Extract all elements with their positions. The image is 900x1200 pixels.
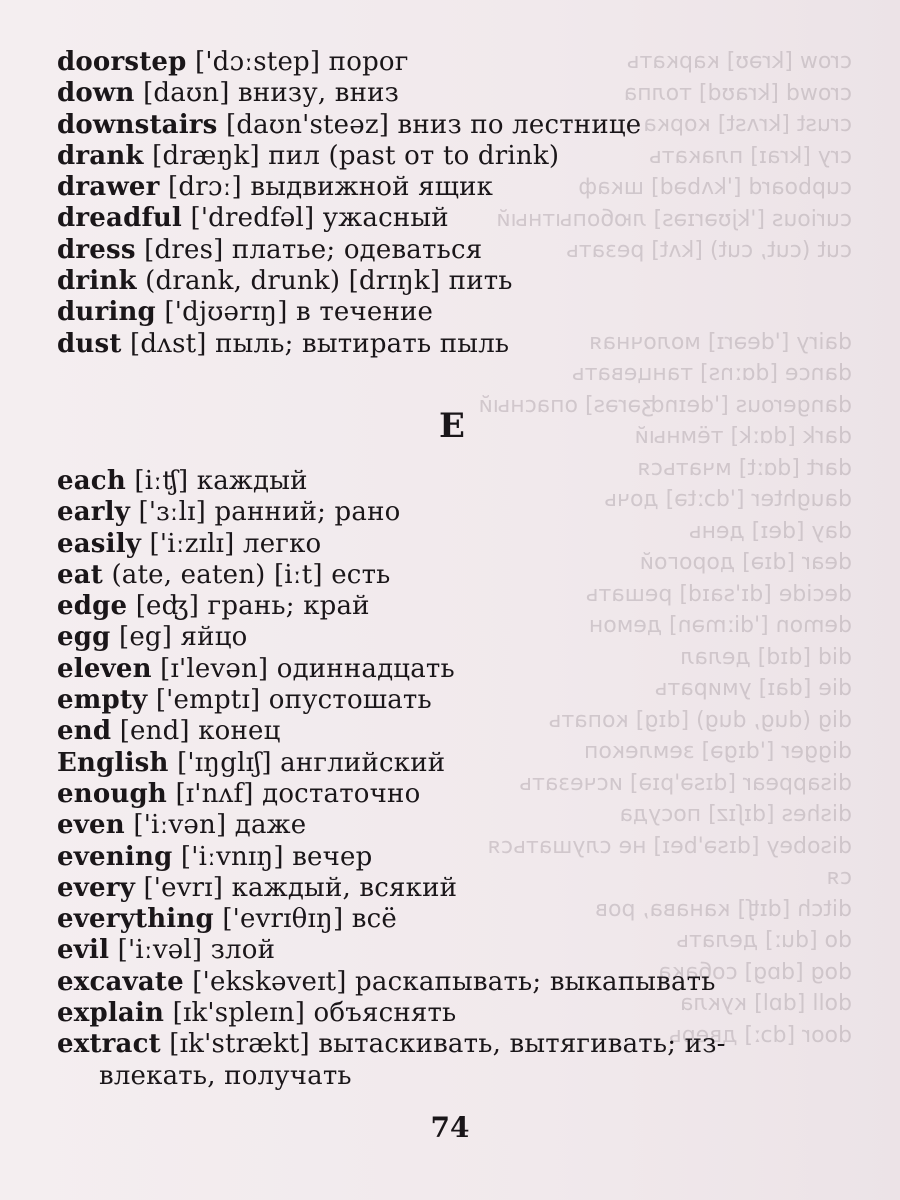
dictionary-entry bbox=[57, 591, 867, 622]
dictionary-entry bbox=[57, 78, 867, 109]
dictionary-entry bbox=[57, 141, 867, 172]
entry-headword: easily bbox=[57, 528, 142, 559]
entry-headword: doorstep bbox=[57, 47, 187, 77]
dictionary-entry bbox=[57, 998, 867, 1029]
entry-definition: [daʊn'steəz] вниз по лестнице bbox=[217, 109, 642, 140]
entry-headword: explain bbox=[57, 998, 165, 1029]
bleed-line: disappear [dɪsə'pɪə] исчезать bbox=[519, 770, 852, 796]
bleed-line: cupboard ['kʌbəd] шкаф bbox=[578, 175, 852, 200]
entry-headword: eat bbox=[57, 559, 103, 590]
entry-definition: ['iːvəl] злой bbox=[109, 935, 276, 966]
bleed-line: dangerous ['deɪnʤərəs] опасный bbox=[478, 392, 852, 418]
dictionary-column bbox=[57, 47, 867, 1092]
dictionary-entry bbox=[57, 110, 867, 141]
entry-headword: dreadful bbox=[57, 203, 183, 234]
dictionary-entry bbox=[57, 560, 867, 591]
bleed-line: daughter ['dɔːtə] дочь bbox=[604, 487, 852, 512]
entry-definition: [drɔː] выдвижной ящик bbox=[159, 172, 494, 203]
entry-headword: egg bbox=[57, 622, 111, 653]
bleed-line: do [duː] делать bbox=[676, 928, 852, 953]
entry-definition: [ɪ'levən] одиннадцать bbox=[151, 653, 455, 684]
dictionary-entry bbox=[57, 685, 867, 716]
dictionary-entry bbox=[57, 1029, 867, 1092]
bleed-line: dairy ['deərɪ] молочная bbox=[589, 329, 852, 355]
bleed-line: dog [dɒg] собака bbox=[658, 959, 852, 985]
bleed-line: die [daɪ] умирать bbox=[654, 676, 852, 701]
dictionary-entry bbox=[57, 654, 867, 685]
entry-headword: drink bbox=[57, 266, 137, 297]
dictionary-entry bbox=[57, 779, 867, 810]
bleed-line: cut (cut, cut) [kʌt] резать bbox=[565, 238, 852, 263]
entry-headword: down bbox=[57, 78, 135, 109]
entry-definition: [dres] платье; одеваться bbox=[135, 234, 483, 265]
bleed-line: ся bbox=[826, 865, 852, 890]
dictionary-entry bbox=[57, 873, 867, 904]
entry-headword: excavate bbox=[57, 966, 184, 997]
bleed-line: curious ['kjʊərɪəs] любопытный bbox=[496, 206, 852, 232]
dictionary-entry bbox=[57, 622, 867, 653]
entry-definition: [end] конец bbox=[111, 716, 281, 747]
entry-headword: every bbox=[57, 872, 135, 903]
entry-definition: (ate, eaten) [iːt] есть bbox=[103, 559, 391, 590]
entry-headword: edge bbox=[57, 591, 128, 622]
entry-definition: ['iːvnɪŋ] вечер bbox=[172, 841, 373, 872]
bleed-line: crust [krʌst] корка bbox=[643, 112, 852, 137]
dictionary-entry bbox=[57, 967, 867, 998]
entry-headword: drank bbox=[57, 140, 144, 171]
entry-headword: everything bbox=[57, 904, 214, 935]
entry-headword: end bbox=[57, 716, 112, 747]
entry-definition: ['evrɪ] каждый, всякий bbox=[135, 872, 458, 903]
dictionary-entry bbox=[57, 266, 867, 297]
entry-definition: ['ɪŋglɪʃ] английский bbox=[168, 747, 446, 778]
entry-definition: ['dɔːstep] порог bbox=[186, 47, 409, 77]
section-heading-e: E bbox=[439, 405, 465, 446]
bleed-line: demon ['diːmən] демон bbox=[588, 613, 852, 638]
bleed-line: disobey [dɪsə'beɪ] не слушаться bbox=[487, 833, 852, 859]
bleed-line: day [deɪ] день bbox=[688, 518, 852, 544]
entry-definition: (drank, drunk) [drɪŋk] пить bbox=[136, 266, 513, 297]
entries-e-list bbox=[57, 466, 867, 1092]
bleed-line: crow [krəʊ] каркать bbox=[626, 49, 852, 74]
entry-definition: [eʤ] грань; край bbox=[127, 591, 370, 622]
entry-headword: dust bbox=[57, 328, 122, 359]
entry-headword: extract bbox=[57, 1029, 161, 1060]
entry-definition: [dʌst] пыль; вытирать пыль bbox=[121, 328, 510, 359]
entry-headword: each bbox=[57, 465, 126, 496]
entry-headword: dress bbox=[57, 234, 136, 265]
entry-definition: ['evrɪθɪŋ] всё bbox=[213, 904, 397, 935]
dictionary-entry bbox=[57, 466, 867, 497]
entry-definition: [ɪk'spleɪn] объяснять bbox=[164, 998, 457, 1029]
dictionary-entry bbox=[57, 47, 867, 78]
dictionary-entry bbox=[57, 842, 867, 873]
bleed-line: dart [dɑːt] мчаться bbox=[637, 455, 852, 481]
entry-headword: English bbox=[57, 747, 169, 778]
entry-definition: [ɪ'nʌf] достаточно bbox=[166, 778, 421, 809]
bleed-line: dear [dɪə] дорогой bbox=[639, 550, 852, 575]
bleed-line: decide [dɪ'saɪd] решать bbox=[585, 581, 852, 607]
bleed-line: doll [dɒl] кукла bbox=[680, 991, 852, 1016]
bleed-line: cry [kraɪ] плакать bbox=[648, 143, 852, 169]
bleed-line: digger ['dɪgə] землекоп bbox=[584, 739, 852, 764]
entry-definition: [daʊn] внизу, вниз bbox=[134, 78, 400, 109]
dictionary-entry bbox=[57, 297, 867, 328]
entry-definition: ['dredfəl] ужасный bbox=[182, 203, 449, 234]
bleed-line: dance [dɑːns] танцевать bbox=[571, 361, 852, 386]
dictionary-entry bbox=[57, 172, 867, 203]
entry-headword: drawer bbox=[57, 172, 160, 203]
entry-definition: [ɪk'strækt] вытаскивать, вытягивать; из- bbox=[160, 1029, 726, 1060]
entry-definition: [dræŋk] пил (past от to drink) bbox=[143, 140, 560, 171]
bleed-line: did [dɪd] делал bbox=[680, 644, 852, 670]
dictionary-entry bbox=[57, 529, 867, 560]
entry-definition: ['iːzɪlɪ] легко bbox=[141, 528, 322, 559]
bleed-line: dig (dug, dug) [dɪg] копать bbox=[548, 707, 852, 733]
entry-headword: empty bbox=[57, 685, 148, 716]
entry-definition: ['ɜːlɪ] ранний; рано bbox=[130, 497, 401, 528]
entry-definition: ['iːvən] даже bbox=[124, 810, 307, 841]
entry-headword: downstairs bbox=[57, 109, 218, 140]
dictionary-entry bbox=[57, 203, 867, 234]
bleed-line: dishes [dɪʃɪz] посуда bbox=[619, 802, 852, 827]
dictionary-entry bbox=[57, 748, 867, 779]
entry-headword: even bbox=[57, 810, 125, 841]
entry-headword: evil bbox=[57, 935, 110, 966]
entry-definition: [iːʧ] каждый bbox=[125, 465, 308, 496]
bleed-line: door [dɔː] дверь bbox=[668, 1022, 852, 1048]
bleed-line: ditch [dɪʧ] канава, ров bbox=[595, 896, 852, 922]
entry-headword: early bbox=[57, 497, 131, 528]
entries-d-list bbox=[57, 47, 867, 360]
dictionary-entry bbox=[57, 497, 867, 528]
bleed-line: crowd [kraʊd] толпа bbox=[623, 80, 852, 106]
entry-definition: ['ekskəveɪt] раскапывать; выкапывать bbox=[183, 966, 716, 997]
entry-definition: [eg] яйцо bbox=[110, 622, 248, 653]
dictionary-entry bbox=[57, 810, 867, 841]
dictionary-entry bbox=[57, 935, 867, 966]
dictionary-entry bbox=[57, 329, 867, 360]
dictionary-entry bbox=[57, 716, 867, 747]
entry-headword: during bbox=[57, 297, 156, 328]
entry-definition: ['djʊərɪŋ] в течение bbox=[155, 297, 434, 328]
entry-definition-continuation: влекать, получать bbox=[99, 1060, 352, 1091]
entry-headword: eleven bbox=[57, 653, 152, 684]
entry-headword: evening bbox=[57, 841, 173, 872]
dictionary-entry bbox=[57, 904, 867, 935]
bleed-line: dark [dɑːk] тёмный bbox=[634, 424, 852, 449]
dictionary-entry bbox=[57, 235, 867, 266]
entry-headword: enough bbox=[57, 778, 167, 809]
page-number: 74 bbox=[430, 1111, 470, 1144]
entry-definition: ['emptɪ] опустошать bbox=[147, 685, 432, 716]
